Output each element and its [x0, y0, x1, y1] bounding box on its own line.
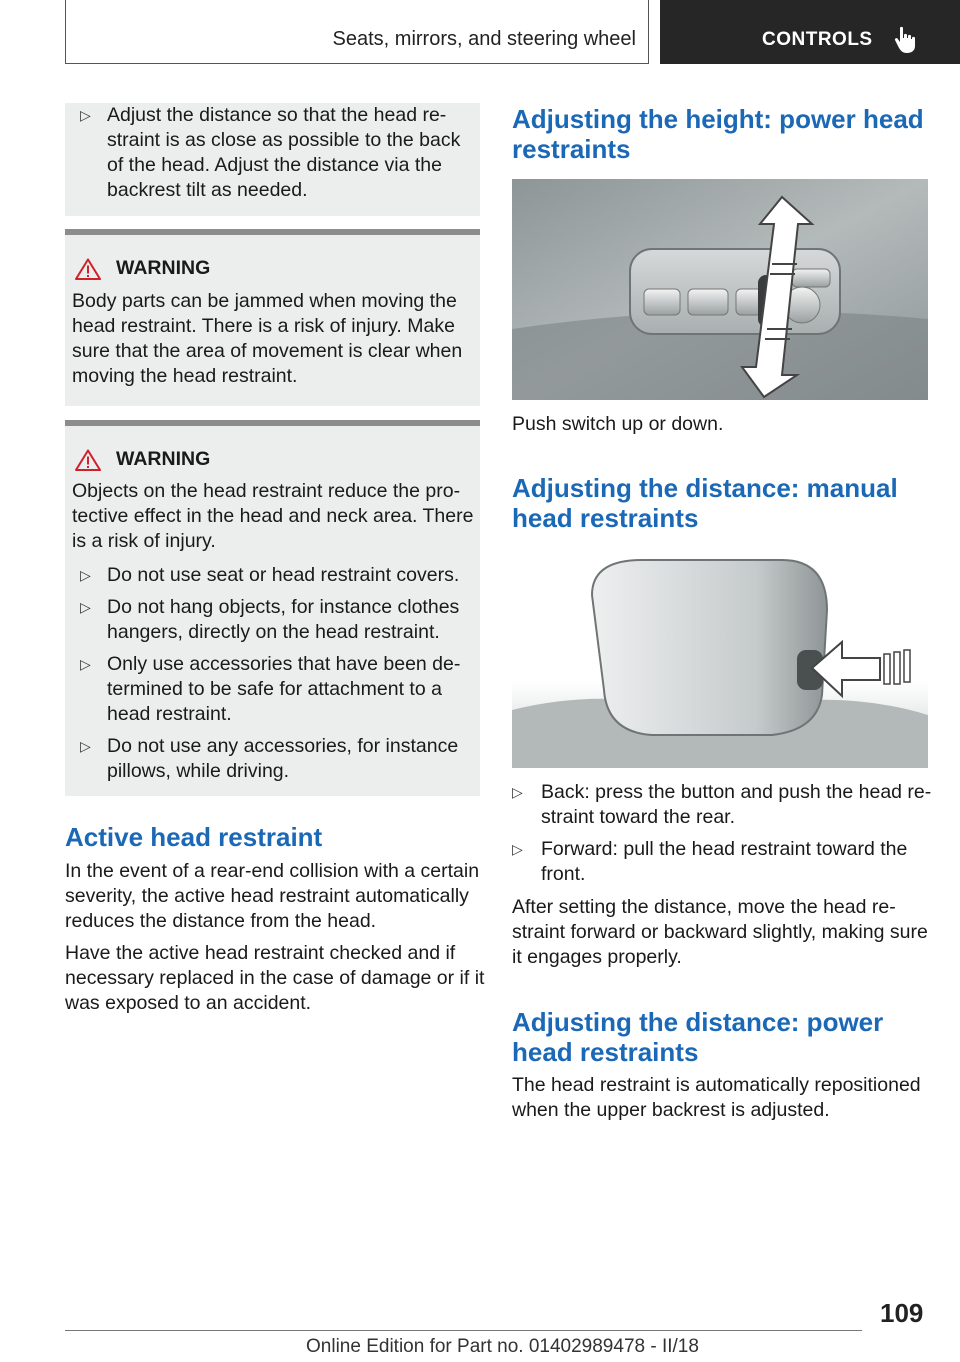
text-line: termined to be safe for attachment to a	[107, 678, 442, 700]
list-item	[65, 595, 480, 645]
text-line: Back: press the button and push the head re-	[541, 781, 932, 803]
adjust-distance-box	[65, 103, 480, 216]
warning-heading	[65, 448, 210, 471]
seat-switch-illustration	[512, 179, 928, 400]
heading-line: head restraints	[512, 503, 699, 533]
text-line: straint forward or backward slightly, making sure	[512, 921, 928, 943]
text-line: In the event of a rear-end collision with a certain	[65, 860, 480, 882]
header-chapter-title: CONTROLS	[762, 29, 873, 50]
text-line: sure that the area of movement is clear when	[72, 340, 463, 362]
headrest-illustration	[512, 550, 928, 768]
warning-triangle-icon	[75, 258, 101, 280]
warning-rule	[65, 420, 480, 426]
section-heading-active-head-restraint: Active head restraint	[65, 822, 323, 852]
bullet-text: Adjust the distance so that the head re- straint is as close as possible to the back of the head. Adjust the distance via the backrest tilt as needed.	[107, 104, 461, 201]
triangle-right-icon: ▷	[80, 599, 91, 615]
text-line: it engages properly.	[512, 946, 682, 968]
list-item	[65, 563, 480, 588]
footer-edition: Online Edition for Part no. 01402989478 - II/18	[306, 1336, 699, 1357]
list-item	[65, 652, 480, 727]
text-line: head restraint.	[107, 703, 232, 725]
page-number: 109	[880, 1298, 924, 1328]
text-line: Body parts can be jammed when moving the	[72, 290, 457, 312]
text-line: tective effect in the head and neck area. There	[72, 505, 474, 527]
warning-body	[72, 479, 480, 554]
pointing-hand-icon	[894, 26, 920, 54]
power-height-caption: Push switch up or down.	[512, 413, 724, 435]
text-line: Do not hang objects, for instance clothes	[107, 596, 460, 618]
text-line: After setting the distance, move the head re-	[512, 896, 896, 918]
text-line: head restraint. There is a risk of injury. Make	[72, 315, 455, 337]
heading-line: head restraints	[512, 1037, 699, 1067]
triangle-right-icon: ▷	[80, 107, 91, 123]
text-line: Forward: pull the head restraint toward the	[541, 838, 908, 860]
section-heading-manual-distance	[512, 473, 898, 533]
heading-line: Adjusting the distance: manual	[512, 473, 898, 503]
text-line: straint toward the rear.	[541, 806, 736, 828]
list-item	[65, 734, 480, 784]
footer-divider	[65, 1330, 862, 1331]
warning-bullet-list	[65, 563, 480, 784]
section-heading-power-distance	[512, 1007, 883, 1067]
section-heading-power-height	[512, 104, 924, 164]
header-section-box	[65, 0, 649, 64]
text-line: is a risk of injury.	[72, 530, 216, 552]
bullet-list	[65, 103, 480, 203]
manual-distance-para	[512, 895, 932, 970]
text-line: front.	[541, 863, 586, 885]
list-item	[65, 103, 480, 203]
active-para-2	[65, 941, 485, 1016]
triangle-right-icon: ▷	[80, 656, 91, 672]
triangle-right-icon: ▷	[512, 841, 523, 857]
text-line: when the upper backrest is adjusted.	[512, 1099, 830, 1121]
warning-box-jamming	[65, 229, 480, 406]
warning-box-objects	[65, 420, 480, 796]
warning-triangle-icon	[75, 449, 101, 471]
text-line: was exposed to an accident.	[65, 992, 312, 1014]
heading-line: restraints	[512, 134, 631, 164]
text-line: necessary replaced in the case of damage or if it	[65, 967, 485, 989]
list-item	[512, 837, 932, 887]
header-chapter-tab	[660, 0, 960, 64]
text-line: severity, the active head restraint automatically	[65, 885, 469, 907]
heading-line: Adjusting the distance: power	[512, 1007, 884, 1037]
triangle-right-icon: ▷	[80, 738, 91, 754]
manual-distance-bullets	[512, 780, 932, 887]
text-line: Objects on the head restraint reduce the pro-	[72, 480, 461, 502]
warning-heading	[65, 257, 210, 280]
heading-line: Adjusting the height: power head	[512, 104, 924, 134]
text-line: moving the head restraint.	[72, 365, 298, 387]
text-line: Only use accessories that have been de-	[107, 653, 461, 675]
list-item	[512, 780, 932, 830]
warning-body	[72, 289, 477, 389]
text-line: Have the active head restraint checked and if	[65, 942, 456, 964]
warning-rule	[65, 229, 480, 235]
power-distance-para	[512, 1073, 932, 1123]
text-line: Do not use any accessories, for instance	[107, 735, 459, 757]
text-line: The head restraint is automatically repositioned	[512, 1074, 921, 1096]
text-line: hangers, directly on the head restraint.	[107, 621, 440, 643]
warning-title: WARNING	[116, 257, 211, 279]
header-section-title: Seats, mirrors, and steering wheel	[332, 28, 636, 50]
text-line: reduces the distance from the head.	[65, 910, 377, 932]
triangle-right-icon: ▷	[80, 567, 91, 583]
text-line: Do not use seat or head restraint covers.	[107, 564, 460, 586]
text-line: pillows, while driving.	[107, 760, 290, 782]
active-para-1	[65, 859, 485, 934]
warning-title: WARNING	[116, 448, 211, 470]
triangle-right-icon: ▷	[512, 784, 523, 800]
